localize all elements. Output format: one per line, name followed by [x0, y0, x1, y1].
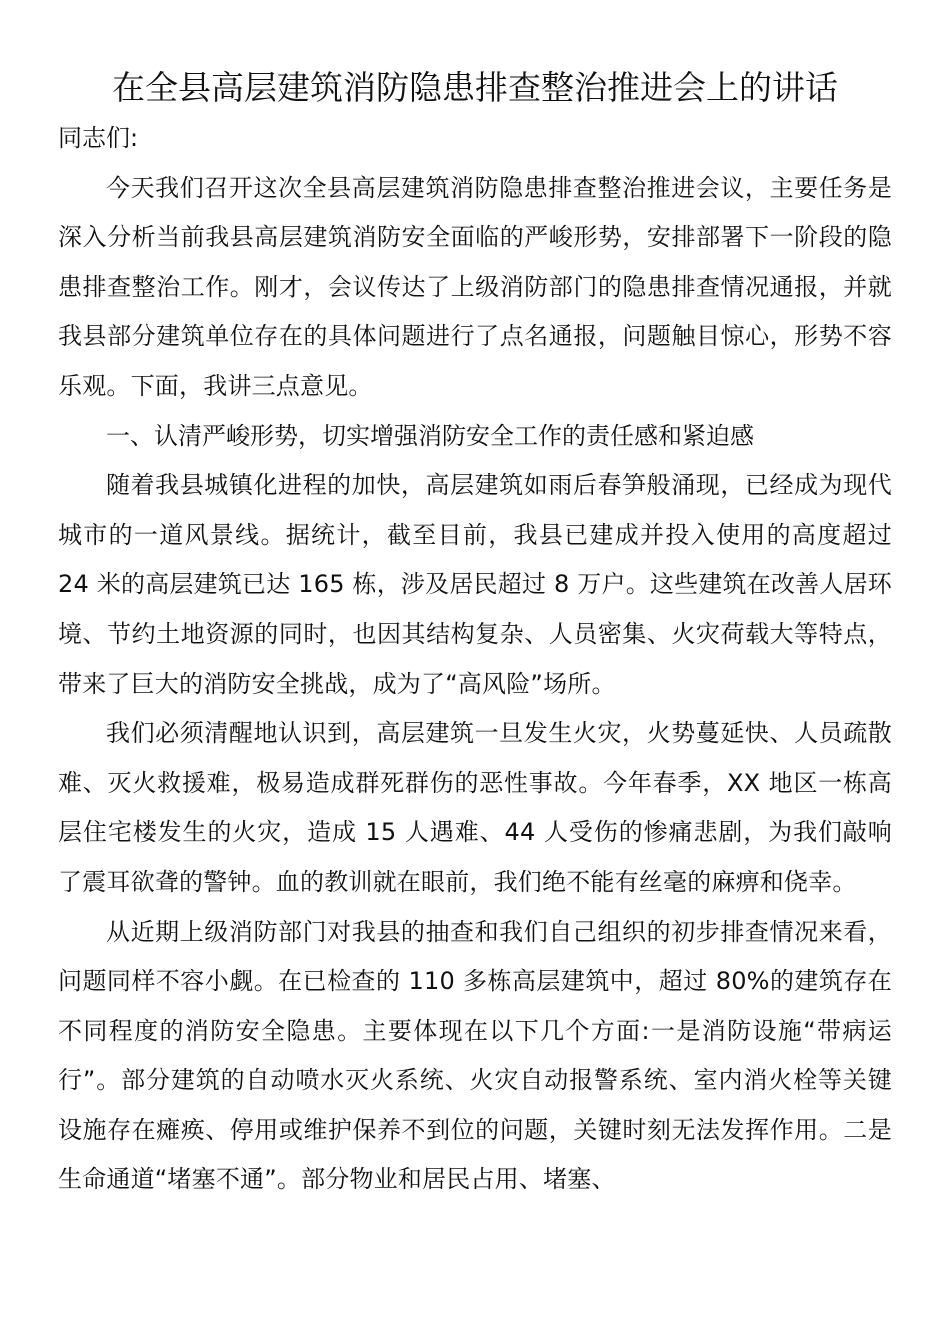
document-body — [58, 114, 892, 1205]
paragraph-warning: 我们必须清醒地认识到，高层建筑一旦发生火灾，火势蔓延快、人员疏散难、灭火救援难，极易造成群死群伤的恶性事故。今年春季，XX 地区一栋高层住宅楼发生的火灾，造成 15 人遇难、44 人受伤的惨痛悲剧，为我们敲响了震耳欲聋的警钟。血的教训就在眼前，我们绝不能有丝毫的麻痹和侥幸。 — [58, 719, 892, 896]
paragraph-inspection: 从近期上级消防部门对我县的抽查和我们自己组织的初步排查情况来看，问题同样不容小觑。在已检查的 110 多栋高层建筑中，超过 80%的建筑存在不同程度的消防安全隐患。主要体现在以下几个方面:一是消防设施“带病运行”。部分建筑的自动喷水灭火系统、火灾自动报警系统、室内消火栓等关键设施存在瘫痪、停用或维护保养不到位的问题，关键时刻无法发挥作用。二是生命通道“堵塞不通”。部分物业和居民占用、堵塞、 — [58, 917, 892, 1194]
paragraph-intro: 今天我们召开这次全县高层建筑消防隐患排查整治推进会议，主要任务是深入分析当前我县高层建筑消防安全面临的严峻形势，安排部署下一阶段的隐患排查整治工作。刚才，会议传达了上级消防部门的隐患排查情况通报，并就我县部分建筑单位存在的具体问题进行了点名通报，问题触目惊心，形势不容乐观。下面，我讲三点意见。 — [58, 173, 892, 400]
paragraph-statistics: 随着我县城镇化进程的加快，高层建筑如雨后春笋般涌现，已经成为现代城市的一道风景线。据统计，截至目前，我县已建成并投入使用的高度超过 24 米的高层建筑已达 165 栋，涉及居民超过 8 万户。这些建筑在改善人居环境、节约土地资源的同时，也因其结构复杂、人员密集、火灾荷载大等特点，带来了巨大的消防安全挑战，成为了“高风险”场所。 — [58, 471, 892, 698]
document-title: 在全县高层建筑消防隐患排查整治推进会上的讲话 — [112, 68, 838, 107]
salutation: 同志们: — [58, 124, 139, 152]
section-heading-1: 一、认清严峻形势，切实增强消防安全工作的责任感和紧迫感 — [106, 421, 754, 450]
